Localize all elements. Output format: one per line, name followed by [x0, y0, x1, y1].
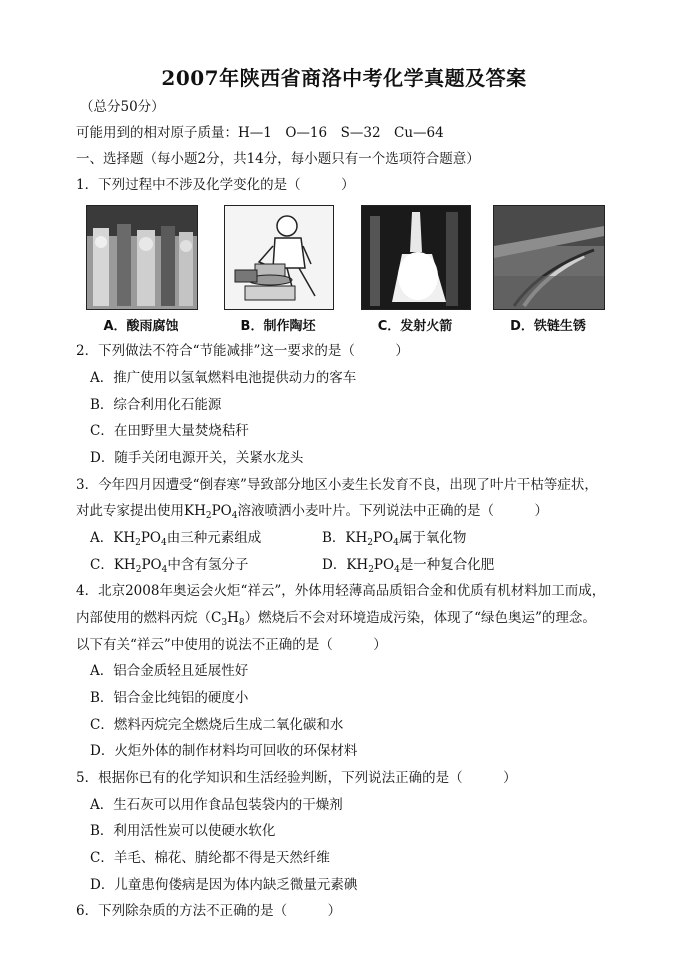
q4-option-b: B．铝合金比纯铝的硬度小: [90, 690, 249, 706]
question-4-stem-line-2: [76, 609, 596, 627]
formula-subscript: 4: [393, 538, 399, 548]
formula-subscript: 3: [221, 618, 228, 628]
atomic-mass-note: 可能用到的相对原子质量：H—1 O—16 S—32 Cu—64: [76, 125, 444, 141]
question-2-stem: 2．下列做法不符合“节能减排”这一要求的是（ ）: [76, 343, 409, 359]
formula-subscript: 2: [368, 565, 374, 575]
option-text: 是一种复合化肥: [399, 557, 495, 573]
caption-a: A．酸雨腐蚀: [103, 319, 179, 334]
question-3-stem-line-1: 3．今年四月因遭受“倒春寒”导致部分地区小麦生长发育不良，出现了叶片干枯等症状，: [76, 477, 598, 493]
q5-option-c: C．羊毛、棉花、腈纶都不得是天然纤维: [90, 850, 330, 866]
rusty-chain-photo: [493, 205, 605, 310]
option-label: D．: [322, 557, 347, 573]
option-text: 属于氧化物: [398, 530, 467, 546]
formula-po: PO: [373, 530, 394, 546]
formula-po: PO: [211, 503, 232, 519]
total-score: （总分50分）: [80, 99, 165, 115]
formula-subscript: 2: [205, 511, 212, 521]
formula-subscript: 2: [135, 565, 142, 575]
q4-stem-text: ）燃烧后不会对环境造成污染，体现了“绿色奥运”的理念。: [244, 610, 596, 626]
q4-option-c: C．燃料丙烷完全燃烧后生成二氧化碳和水: [90, 717, 344, 733]
option-label: C．: [90, 557, 114, 573]
q5-option-b: B．利用活性炭可以使硬水软化: [90, 823, 276, 839]
option-text: 中含有氢分子: [167, 557, 249, 573]
q3-stem-text: 对此专家提出使用: [76, 503, 184, 519]
formula-po: PO: [141, 557, 162, 573]
q2-option-d: D．随手关闭电源开关，关紧水龙头: [90, 450, 304, 466]
q5-option-a: A．生石灰可以用作食品包装袋内的干燥剂: [90, 797, 343, 813]
rocket-launch-photo: [361, 205, 471, 310]
question-1-stem: 1．下列过程中不涉及化学变化的是（ ）: [76, 177, 355, 193]
formula-kh: KH: [345, 530, 368, 546]
formula-kh: KH: [113, 530, 136, 546]
q5-option-d: D．儿童患佝偻病是因为体内缺乏微量元素碘: [90, 877, 358, 893]
option-text: 由三种元素组成: [166, 530, 262, 546]
formula-h: H: [227, 610, 239, 626]
q3-option-c: [90, 556, 248, 574]
formula-subscript: 4: [231, 511, 238, 521]
document-title: 2007年陕西省商洛中考化学真题及答案: [161, 66, 527, 90]
q2-option-b: B．综合利用化石能源: [90, 397, 222, 413]
option-label: B．: [322, 530, 346, 546]
option-label: A．: [90, 530, 114, 546]
q4-option-d: D．火炬外体的制作材料均可回收的环保材料: [90, 743, 358, 759]
section-heading: 一、选择题（每小题2分，共14分，每小题只有一个选项符合题意）: [76, 151, 480, 167]
formula-kh: KH: [113, 557, 136, 573]
formula-kh: KH: [184, 503, 206, 519]
q3-stem-text: 溶液喷洒小麦叶片。下列说法中正确的是（ ）: [237, 503, 548, 519]
q3-option-a: [90, 529, 261, 547]
question-4-stem-line-1: 4．北京2008年奥运会火炬“祥云”，外体用轻薄高品质铝合金和优质有机材料加工而成，: [76, 583, 606, 599]
q2-option-c: C．在田野里大量焚烧秸秆: [90, 423, 249, 439]
q3-option-b: [322, 529, 466, 547]
caption-d: D．铁链生锈: [510, 319, 586, 334]
formula-subscript: 2: [367, 538, 374, 548]
formula-subscript: 4: [161, 565, 168, 575]
formula-po: PO: [140, 530, 161, 546]
formula-subscript: 4: [394, 565, 400, 575]
formula-subscript: 8: [238, 618, 245, 628]
pottery-making-drawing: [224, 205, 334, 310]
formula-kh: KH: [346, 557, 369, 573]
caption-b: B．制作陶坯: [240, 319, 316, 334]
question-3-stem-line-2: [76, 502, 548, 520]
formula-subscript: 4: [161, 538, 167, 548]
question-5-stem: 5．根据你已有的化学知识和生活经验判断，下列说法正确的是（ ）: [76, 770, 517, 786]
q3-option-d: [322, 556, 494, 574]
formula-subscript: 2: [135, 538, 141, 548]
q4-stem-text: 内部使用的燃料丙烷（C: [76, 610, 222, 626]
q4-option-a: A．铝合金质轻且延展性好: [90, 663, 249, 679]
q2-option-a: A．推广使用以氢氧燃料电池提供动力的客车: [90, 370, 357, 386]
question-6-stem: 6．下列除杂质的方法不正确的是（ ）: [76, 903, 342, 919]
caption-c: C．发射火箭: [377, 319, 453, 334]
question-4-stem-line-3: 以下有关“祥云”中使用的说法不正确的是（ ）: [76, 637, 387, 653]
formula-po: PO: [373, 557, 395, 573]
acid-rain-photo: [86, 205, 198, 310]
